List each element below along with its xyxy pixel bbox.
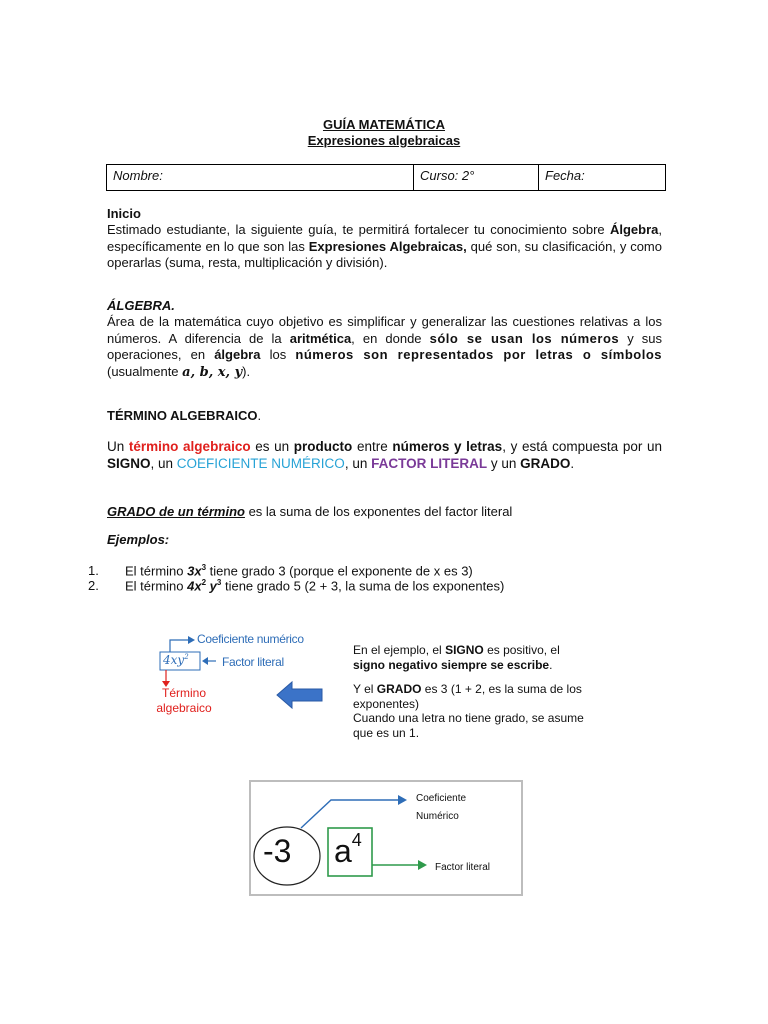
inicio-paragraph: Estimado estudiante, la siguiente guía, te permitirá fortalecer tu conocimiento sobre Álgebra, específicamente en lo que son las Expresiones Algebraicas, qué son, su clasificación, y como operarlas (suma, resta, multiplicación y división).: [107, 222, 662, 270]
coef-label: Coeficiente numérico: [197, 632, 304, 646]
term-label: Término algebraico: [156, 686, 212, 715]
page-subtitle: Expresiones algebraicas: [307, 133, 461, 148]
course-cell: Curso: 2°: [414, 165, 539, 191]
factor-expression: $a^4$: [334, 830, 362, 869]
termino-heading: TÉRMINO ALGEBRAICO.: [107, 408, 262, 423]
ejemplo-item-1: 1. El término $3x^3$ tiene grado 3 (porque el exponente de x es 3): [88, 563, 473, 579]
factor-literal-label-2: Factor literal: [435, 862, 491, 873]
student-info-table: [106, 164, 666, 191]
algebra-heading: ÁLGEBRA.: [107, 298, 175, 313]
coeficiente-label: Coeficiente Numérico: [416, 793, 467, 822]
factor-literal-label: Factor literal: [222, 655, 284, 669]
ejemplos-heading: Ejemplos:: [107, 532, 170, 547]
term-box-expression: $4xy^2$: [163, 653, 189, 667]
side-note: En el ejemplo, el SIGNO es positivo, el signo negativo siempre se escribe. Y el GRADO es 3 (1 + 2, es la suma de los exponentes) Cuando una letra no tiene grado, se asume que es un 1.: [353, 643, 584, 740]
coefficient-value: -3: [263, 833, 292, 869]
date-cell: Fecha:: [539, 165, 666, 191]
page-title: GUÍA MATEMÁTICA: [322, 117, 446, 132]
termino-paragraph: Un término algebraico es un producto entre números y letras, y está compuesta por un SIGNO, un COEFICIENTE NUMÉRICO, un FACTOR LITERAL y un GRADO.: [107, 439, 662, 471]
left-arrow-icon: [275, 680, 325, 710]
name-cell: Nombre:: [107, 165, 414, 191]
algebra-paragraph: Área de la matemática cuyo objetivo es simplificar y generalizar las cuestiones relativas a los números. A diferencia de la aritmética, en donde sólo se usan los números y sus operaciones, en álgebra los números son representados por letras o símbolos (usualmente a, b, x, y).: [107, 314, 663, 380]
coefficient-factor-figure: [249, 780, 523, 896]
ejemplo-item-2: 2. El término $4x^2$ $y^3$ tiene grado 5 (2 + 3, la suma de los exponentes): [88, 578, 505, 594]
figure2-lines: [251, 782, 521, 894]
grado-line: GRADO de un término es la suma de los exponentes del factor literal: [107, 504, 513, 519]
inicio-heading: Inicio: [107, 206, 141, 221]
